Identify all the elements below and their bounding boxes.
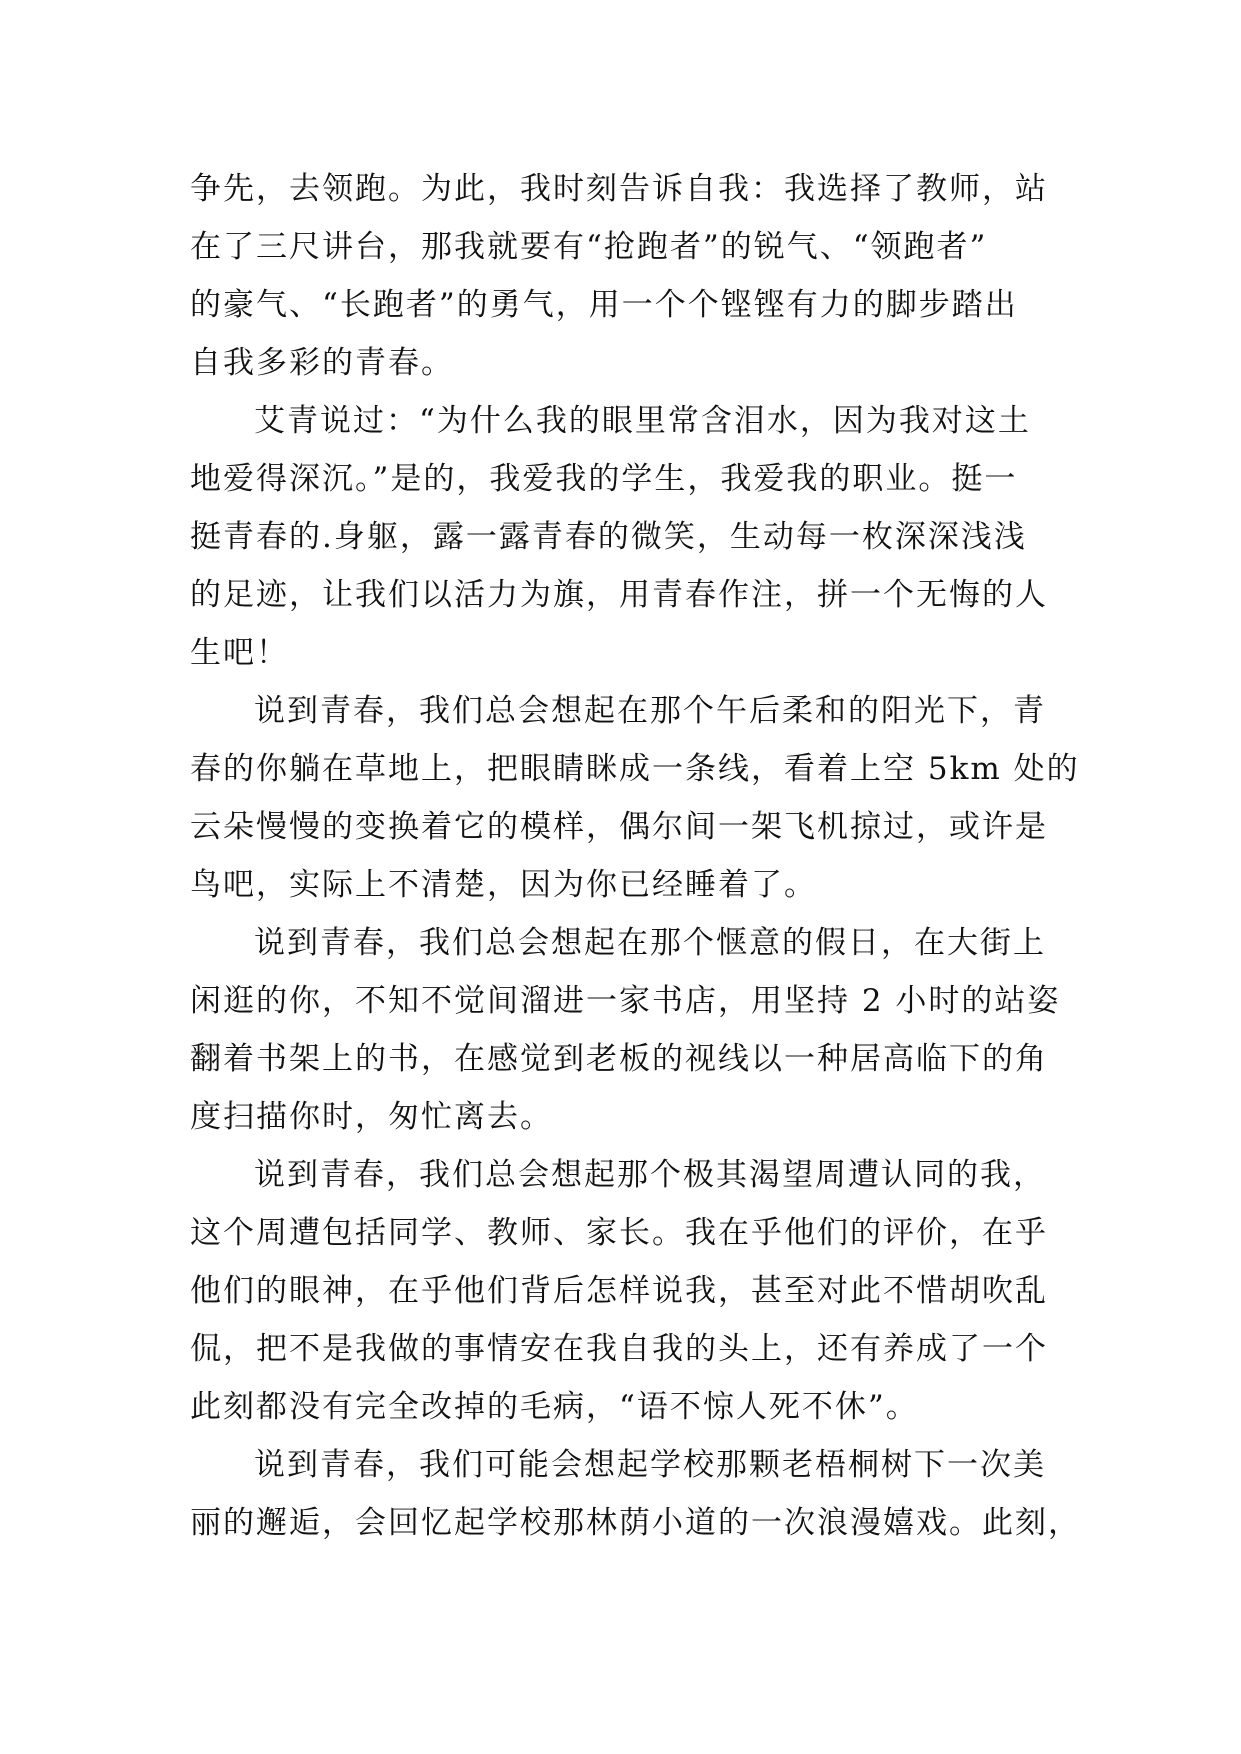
text-line: 春的你躺在草地上，把眼睛眯成一条线，看着上空 5km 处的 [190,751,1080,787]
paragraph-first-line: 说到青春，我们总会想起在那个惬意的假日，在大街上 [254,925,1046,961]
text-line: 的足迹，让我们以活力为旗，用青春作注，拼一个无悔的人 [190,577,1048,613]
text-line: 挺青春的.身躯，露一露青春的微笑，生动每一枚深深浅浅 [190,519,1027,555]
text-line: 争先，去领跑。为此，我时刻告诉自我：我选择了教师，站 [190,171,1048,207]
paragraph-first-line: 说到青春，我们总会想起那个极其渴望周遭认同的我， [254,1157,1046,1193]
text-line: 自我多彩的青春。 [190,345,454,381]
text-line: 云朵慢慢的变换着它的模样，偶尔间一架飞机掠过，或许是 [190,809,1048,845]
text-line: 闲逛的你，不知不觉间溜进一家书店，用坚持 2 小时的站姿 [190,983,1061,1019]
text-line: 在了三尺讲台，那我就要有“抢跑者”的锐气、“领跑者” [190,229,988,265]
text-line: 侃，把不是我做的事情安在我自我的头上，还有养成了一个 [190,1331,1048,1367]
text-line: 的豪气、“长跑者”的勇气，用一个个铿铿有力的脚步踏出 [190,287,1018,323]
paragraph-first-line: 说到青春，我们可能会想起学校那颗老梧桐树下一次美 [254,1447,1046,1483]
text-line: 此刻都没有完全改掉的毛病，“语不惊人死不休”。 [190,1389,919,1425]
text-line: 丽的邂逅，会回忆起学校那林荫小道的一次浪漫嬉戏。此刻， [190,1505,1081,1541]
text-line: 生吧！ [190,635,289,671]
text-line: 地爱得深沉。”是的，我爱我的学生，我爱我的职业。挺一 [190,461,1018,497]
body-text [190,160,1081,1552]
text-line: 他们的眼神，在乎他们背后怎样说我，甚至对此不惜胡吹乱 [190,1273,1048,1309]
text-line: 这个周遭包括同学、教师、家长。我在乎他们的评价，在乎 [190,1215,1048,1251]
text-line: 度扫描你时，匆忙离去。 [190,1099,553,1135]
text-line: 翻着书架上的书，在感觉到老板的视线以一种居高临下的角 [190,1041,1048,1077]
paragraph-first-line: 说到青春，我们总会想起在那个午后柔和的阳光下，青 [254,693,1046,729]
text-line: 鸟吧，实际上不清楚，因为你已经睡着了。 [190,867,817,903]
paragraph-first-line: 艾青说过：“为什么我的眼里常含泪水，因为我对这土 [254,403,1031,439]
